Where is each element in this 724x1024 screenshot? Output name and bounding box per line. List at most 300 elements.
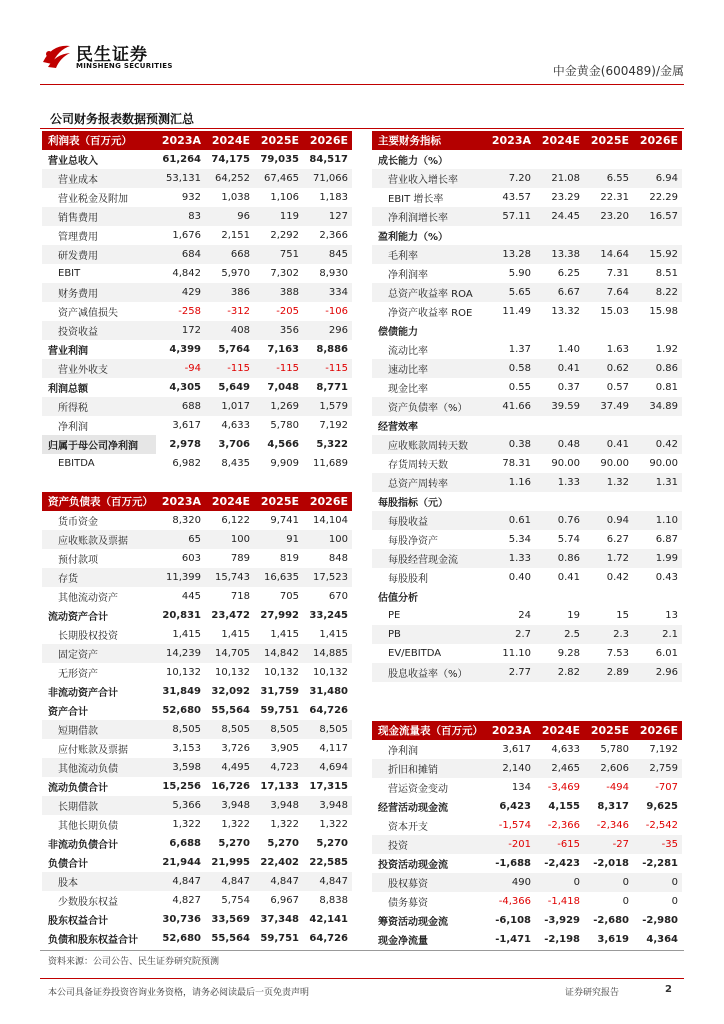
year-header: 2025E [254, 131, 303, 150]
year-header: 2024E [535, 131, 584, 150]
cell-value: 15,256 [162, 781, 201, 792]
table-title: 资产负债表（百万元） [42, 492, 156, 511]
cell-value: 4,155 [548, 801, 580, 812]
cell-value: 0 [633, 873, 682, 892]
table-row [372, 283, 682, 302]
cell-value: 670 [328, 591, 348, 602]
cell-value: 5,754 [221, 895, 250, 906]
row-label: 资本开支 [388, 822, 428, 833]
cell-value: 2,606 [584, 759, 633, 778]
cell-value: 31,480 [309, 686, 348, 697]
table-row [372, 892, 682, 911]
cell-value: 789 [230, 553, 250, 564]
cell-value: 2.77 [486, 663, 535, 682]
table-row [42, 606, 352, 625]
row-label: EBIT 增长率 [388, 194, 444, 205]
year-header: 2023A [486, 131, 535, 150]
cell-value: 1.33 [535, 473, 584, 492]
cell-value [633, 587, 682, 606]
cell-value: 8.51 [655, 268, 678, 279]
cell-value: 7.64 [584, 283, 633, 302]
year-header: 2024E [205, 492, 254, 511]
row-label: 股本 [42, 872, 156, 891]
cell-value: -2,366 [547, 820, 580, 831]
year-header: 2026E [633, 131, 682, 150]
row-label: 固定资产 [42, 644, 156, 663]
row-label: 其他长期负债 [58, 821, 118, 832]
table-row [372, 245, 682, 264]
table-row [42, 701, 352, 720]
cell-value: 100 [205, 530, 254, 549]
cell-value: 5.74 [557, 534, 580, 545]
year-header: 2026E [633, 721, 682, 740]
cell-value: 4,847 [303, 872, 352, 891]
row-label: 总资产周转率 [372, 473, 486, 492]
row-label: 货币资金 [58, 517, 98, 528]
cell-value [486, 587, 535, 606]
cell-value: 52,680 [162, 705, 201, 716]
table-row [42, 853, 352, 872]
table-row [372, 663, 682, 682]
cell-value: 1,676 [172, 230, 201, 241]
table-row [42, 378, 352, 397]
cell-value: 1.16 [486, 473, 535, 492]
row-label: 股息收益率（%） [372, 663, 486, 682]
cell-value: 42,141 [309, 914, 348, 925]
table-row [372, 150, 682, 169]
cell-value: 1,579 [303, 397, 352, 416]
cell-value: 14.64 [584, 245, 633, 264]
cell-value: 3,726 [221, 743, 250, 754]
cell-value: 445 [181, 591, 201, 602]
year-header: 2023A [156, 492, 205, 511]
table-row [372, 359, 682, 378]
cell-value: 0.76 [535, 511, 584, 530]
cell-value: 3,619 [597, 934, 629, 945]
cell-value: 334 [303, 283, 352, 302]
table-row [42, 454, 352, 473]
cell-value: 22,585 [309, 857, 348, 868]
footer-report-type: 证券研究报告 [565, 988, 620, 998]
cell-value: 59,751 [260, 933, 299, 944]
cell-value: 17,133 [260, 781, 299, 792]
cell-value: 24.45 [535, 207, 584, 226]
cell-value: 1,106 [270, 192, 299, 203]
cell-value: 1.33 [486, 549, 535, 568]
cell-value: 1,017 [205, 397, 254, 416]
cell-value: 4,827 [172, 895, 201, 906]
cell-value: 15.03 [600, 306, 629, 317]
cell-value: 6.25 [557, 268, 580, 279]
table-row [42, 663, 352, 682]
cell-value: 33,569 [211, 914, 250, 925]
row-label: 少数股东权益 [58, 897, 118, 908]
cell-value: 0.40 [508, 572, 531, 583]
cell-value: 32,092 [211, 686, 250, 697]
cell-value: 90.00 [551, 458, 580, 469]
table-row [372, 854, 682, 873]
cell-value: 1,269 [254, 397, 303, 416]
cell-value: 6.67 [535, 283, 584, 302]
cell-value: 0.86 [633, 359, 682, 378]
cell-value [633, 150, 682, 169]
row-label: 非流动负债合计 [48, 840, 118, 851]
cell-value: 6.55 [584, 169, 633, 188]
cell-value: 5,764 [218, 344, 250, 355]
cell-value: 31,759 [260, 686, 299, 697]
table-row [372, 454, 682, 473]
row-label: 每股股利 [388, 574, 428, 585]
row-label: 折旧和摊销 [372, 759, 486, 778]
cell-value: 9.28 [557, 648, 580, 659]
table-row [42, 549, 352, 568]
row-label: 非流动资产合计 [48, 688, 118, 699]
row-label: EBITDA [58, 458, 95, 469]
cell-value: -205 [276, 306, 299, 317]
header-divider [40, 84, 684, 85]
row-label: 净利润 [388, 746, 418, 757]
cell-value: 6.87 [655, 534, 678, 545]
cell-value: 79,035 [260, 154, 299, 165]
row-label: 营业税金及附加 [58, 194, 128, 205]
cell-value: -707 [655, 782, 678, 793]
balance-sheet-table [42, 492, 352, 948]
cell-value: 2.3 [584, 625, 633, 644]
cell-value: 819 [279, 553, 299, 564]
table-row [42, 264, 352, 283]
cell-value [584, 416, 633, 435]
cell-value: 15.98 [649, 306, 678, 317]
year-header: 2023A [486, 721, 535, 740]
table-row [372, 264, 682, 283]
row-label: 营业利润 [48, 346, 88, 357]
cell-value: 1,322 [319, 819, 348, 830]
table-row [372, 226, 682, 245]
row-label: 营业总收入 [48, 156, 98, 167]
table-row [372, 492, 682, 511]
cell-value: -1,471 [495, 934, 531, 945]
cell-value: 11.49 [502, 306, 531, 317]
row-label: 营业收入增长率 [372, 169, 486, 188]
cell-value: 21,944 [162, 857, 201, 868]
row-label: 投资活动现金流 [378, 860, 448, 871]
cell-value: 1.92 [655, 344, 678, 355]
cell-value: -2,980 [642, 915, 678, 926]
cell-value: 20,831 [162, 610, 201, 621]
cell-value: 7,048 [267, 382, 299, 393]
cell-value: 0.41 [584, 435, 633, 454]
section-title: 公司财务报表数据预测汇总 [50, 112, 195, 126]
row-label: 每股指标（元） [378, 498, 448, 509]
cell-value: 0.42 [606, 572, 629, 583]
table-row [42, 226, 352, 245]
cell-value: -1,574 [498, 820, 531, 831]
cell-value: -201 [486, 835, 535, 854]
cell-value: -2,346 [596, 820, 629, 831]
cell-value: 4,364 [646, 934, 678, 945]
cell-value: 1,322 [221, 819, 250, 830]
row-label: 股权募资 [372, 873, 486, 892]
row-label: 成长能力（%） [378, 156, 449, 167]
row-label: 每股净资产 [388, 536, 438, 547]
row-label: 预付款项 [58, 555, 98, 566]
cell-value: -94 [156, 359, 205, 378]
table-row [372, 778, 682, 797]
cell-value: 8.22 [633, 283, 682, 302]
cell-value: 845 [303, 245, 352, 264]
cell-value: 4,847 [254, 872, 303, 891]
cell-value [584, 150, 633, 169]
cell-value: 23.29 [551, 192, 580, 203]
cell-value: 0.55 [508, 382, 531, 393]
year-header: 2024E [535, 721, 584, 740]
cell-value: 1.40 [557, 344, 580, 355]
source-divider [40, 950, 684, 951]
cell-value: 61,264 [162, 154, 201, 165]
row-label: 营业成本 [42, 169, 156, 188]
row-label: 利润总额 [48, 384, 88, 395]
cell-value: 8,505 [156, 720, 205, 739]
cell-value: 1,415 [172, 629, 201, 640]
cell-value: 23.20 [584, 207, 633, 226]
cell-value [584, 587, 633, 606]
cell-value: 67,465 [254, 169, 303, 188]
cell-value: 5,322 [316, 439, 348, 450]
table-row [372, 587, 682, 606]
cell-value: -115 [205, 359, 254, 378]
cell-value: 27,992 [260, 610, 299, 621]
cell-value: 10,132 [215, 667, 250, 678]
row-label: 销售费用 [42, 207, 156, 226]
cell-value: 57.11 [486, 207, 535, 226]
cell-value: 16,726 [211, 781, 250, 792]
cell-value: 668 [205, 245, 254, 264]
cell-value: 429 [156, 283, 205, 302]
cell-value: 932 [181, 192, 201, 203]
cell-value [584, 492, 633, 511]
row-label: 负债合计 [48, 859, 88, 870]
row-label: 资产负债率（%） [372, 397, 486, 416]
table-row [42, 511, 352, 530]
cell-value: 7.53 [606, 648, 629, 659]
cell-value: 3,948 [254, 796, 303, 815]
row-label: 净利润率 [388, 270, 428, 281]
table-row [42, 891, 352, 910]
cell-value [535, 150, 584, 169]
footer-divider [40, 978, 684, 979]
cell-value: 5.34 [508, 534, 531, 545]
cell-value: 96 [205, 207, 254, 226]
cell-value: -2,018 [593, 858, 629, 869]
cell-value: 848 [328, 553, 348, 564]
cell-value [535, 321, 584, 340]
cell-value: 5.65 [486, 283, 535, 302]
table-row [42, 739, 352, 758]
cell-value: 7,192 [319, 420, 348, 431]
cell-value: 64,726 [309, 705, 348, 716]
cell-value: 2.7 [486, 625, 535, 644]
table-row [42, 758, 352, 777]
cell-value: 296 [303, 321, 352, 340]
cell-value: 8,317 [597, 801, 629, 812]
cell-value: 15.92 [633, 245, 682, 264]
cell-value: 3,905 [270, 743, 299, 754]
row-label: 财务费用 [42, 283, 156, 302]
cell-value: 3,948 [303, 796, 352, 815]
cell-value: 0.43 [655, 572, 678, 583]
cell-value: 1.63 [606, 344, 629, 355]
cell-value: 65 [156, 530, 205, 549]
cell-value: 78.31 [502, 458, 531, 469]
cell-value: 8,435 [221, 458, 250, 469]
cell-value: 64,252 [205, 169, 254, 188]
cell-value: 1,415 [270, 629, 299, 640]
cell-value: 59,751 [260, 705, 299, 716]
cell-value: -2,680 [593, 915, 629, 926]
cell-value: 3,706 [218, 439, 250, 450]
cell-value [486, 321, 535, 340]
table-row [372, 340, 682, 359]
cell-value: 17,315 [309, 781, 348, 792]
cell-value: 2.89 [584, 663, 633, 682]
table-row [372, 606, 682, 625]
cell-value: 5,780 [600, 744, 629, 755]
table-row [372, 873, 682, 892]
table-title: 利润表（百万元） [42, 131, 156, 150]
cell-value: 0 [584, 873, 633, 892]
row-label: 归属于母公司净利润 [42, 435, 156, 454]
cell-value: 16,635 [254, 568, 303, 587]
cell-value: 2.96 [633, 663, 682, 682]
income-statement-table [42, 131, 352, 473]
row-label: 每股经营现金流 [372, 549, 486, 568]
cell-value: 6,122 [221, 515, 250, 526]
cell-value: -2,281 [642, 858, 678, 869]
cell-value: -4,366 [498, 896, 531, 907]
cell-value: 33,245 [309, 610, 348, 621]
row-label: 应收账款及票据 [42, 530, 156, 549]
cell-value: 0.41 [535, 359, 584, 378]
cell-value: 1,415 [221, 629, 250, 640]
page-number: 2 [665, 984, 672, 995]
cell-value: 11.10 [502, 648, 531, 659]
cell-value: 71,066 [303, 169, 352, 188]
source-note: 资料来源：公司公告、民生证券研究院预测 [48, 957, 220, 967]
row-label: 短期借款 [42, 720, 156, 739]
table-row [372, 759, 682, 778]
row-label: 资产减值损失 [58, 308, 118, 319]
cell-value [584, 226, 633, 245]
cell-value: 751 [254, 245, 303, 264]
cell-value: 6,967 [270, 895, 299, 906]
cell-value: 4,495 [205, 758, 254, 777]
row-label: 管理费用 [58, 232, 98, 243]
cell-value: 8,771 [316, 382, 348, 393]
cell-value: 5,270 [267, 838, 299, 849]
cell-value: 1.31 [633, 473, 682, 492]
row-label: 偿债能力 [378, 327, 418, 338]
table-row [42, 397, 352, 416]
table-row [42, 682, 352, 701]
row-label: 营运资金变动 [388, 784, 448, 795]
cell-value: 6,688 [169, 838, 201, 849]
row-label: 长期股权投资 [58, 631, 118, 642]
cell-value: 13.38 [535, 245, 584, 264]
row-label: 筹资活动现金流 [378, 917, 448, 928]
table-row [42, 340, 352, 359]
table-row [42, 625, 352, 644]
cell-value: 3,948 [205, 796, 254, 815]
table-title: 主要财务指标 [372, 131, 486, 150]
cell-value: 4,399 [169, 344, 201, 355]
table-row [372, 511, 682, 530]
table-row [42, 796, 352, 815]
cell-value: -27 [584, 835, 633, 854]
row-label: 盈利能力（%） [378, 232, 449, 243]
row-label: 现金净流量 [378, 936, 428, 947]
row-label: 研发费用 [42, 245, 156, 264]
cell-value [535, 492, 584, 511]
cell-value: -2,198 [544, 934, 580, 945]
table-row [372, 397, 682, 416]
cell-value: 6.01 [655, 648, 678, 659]
cell-value: 2,151 [221, 230, 250, 241]
cell-value: -494 [606, 782, 629, 793]
row-label: 经营活动现金流 [378, 803, 448, 814]
cell-value: 2.1 [633, 625, 682, 644]
cell-value: -106 [325, 306, 348, 317]
cell-value: 6,423 [499, 801, 531, 812]
company-ticker: 中金黄金(600489)/金属 [552, 64, 684, 78]
cell-value: 4,847 [156, 872, 205, 891]
table-row [372, 530, 682, 549]
table-row [372, 740, 682, 759]
row-label: 其他流动负债 [42, 758, 156, 777]
cell-value: 9,909 [270, 458, 299, 469]
year-header: 2025E [584, 721, 633, 740]
cell-value: 0.58 [486, 359, 535, 378]
cell-value: 2,292 [270, 230, 299, 241]
cell-value: 11,399 [156, 568, 205, 587]
cell-value: 4,305 [169, 382, 201, 393]
cell-value: 0 [671, 896, 678, 907]
cell-value [486, 150, 535, 169]
cell-value: 2.5 [535, 625, 584, 644]
cell-value: 10,132 [166, 667, 201, 678]
cell-value: 4,633 [221, 420, 250, 431]
cell-value [633, 321, 682, 340]
cell-value [584, 321, 633, 340]
table-row [42, 929, 352, 948]
cell-value [486, 492, 535, 511]
row-label: 无形资产 [58, 669, 98, 680]
table-row [42, 283, 352, 302]
cell-value: 16.57 [633, 207, 682, 226]
cell-value: 6,982 [172, 458, 201, 469]
cell-value: 684 [156, 245, 205, 264]
table-row [372, 644, 682, 663]
cell-value: 5,970 [221, 268, 250, 279]
cell-value [535, 587, 584, 606]
cell-value: -3,469 [547, 782, 580, 793]
year-header: 2026E [303, 131, 352, 150]
cell-value: 22.29 [649, 192, 678, 203]
cell-value: 1.72 [584, 549, 633, 568]
row-label: 现金比率 [388, 384, 428, 395]
table-title: 现金流量表（百万元） [372, 721, 486, 740]
cash-flow-table [372, 721, 682, 949]
row-label: 总资产收益率 ROA [372, 283, 486, 302]
